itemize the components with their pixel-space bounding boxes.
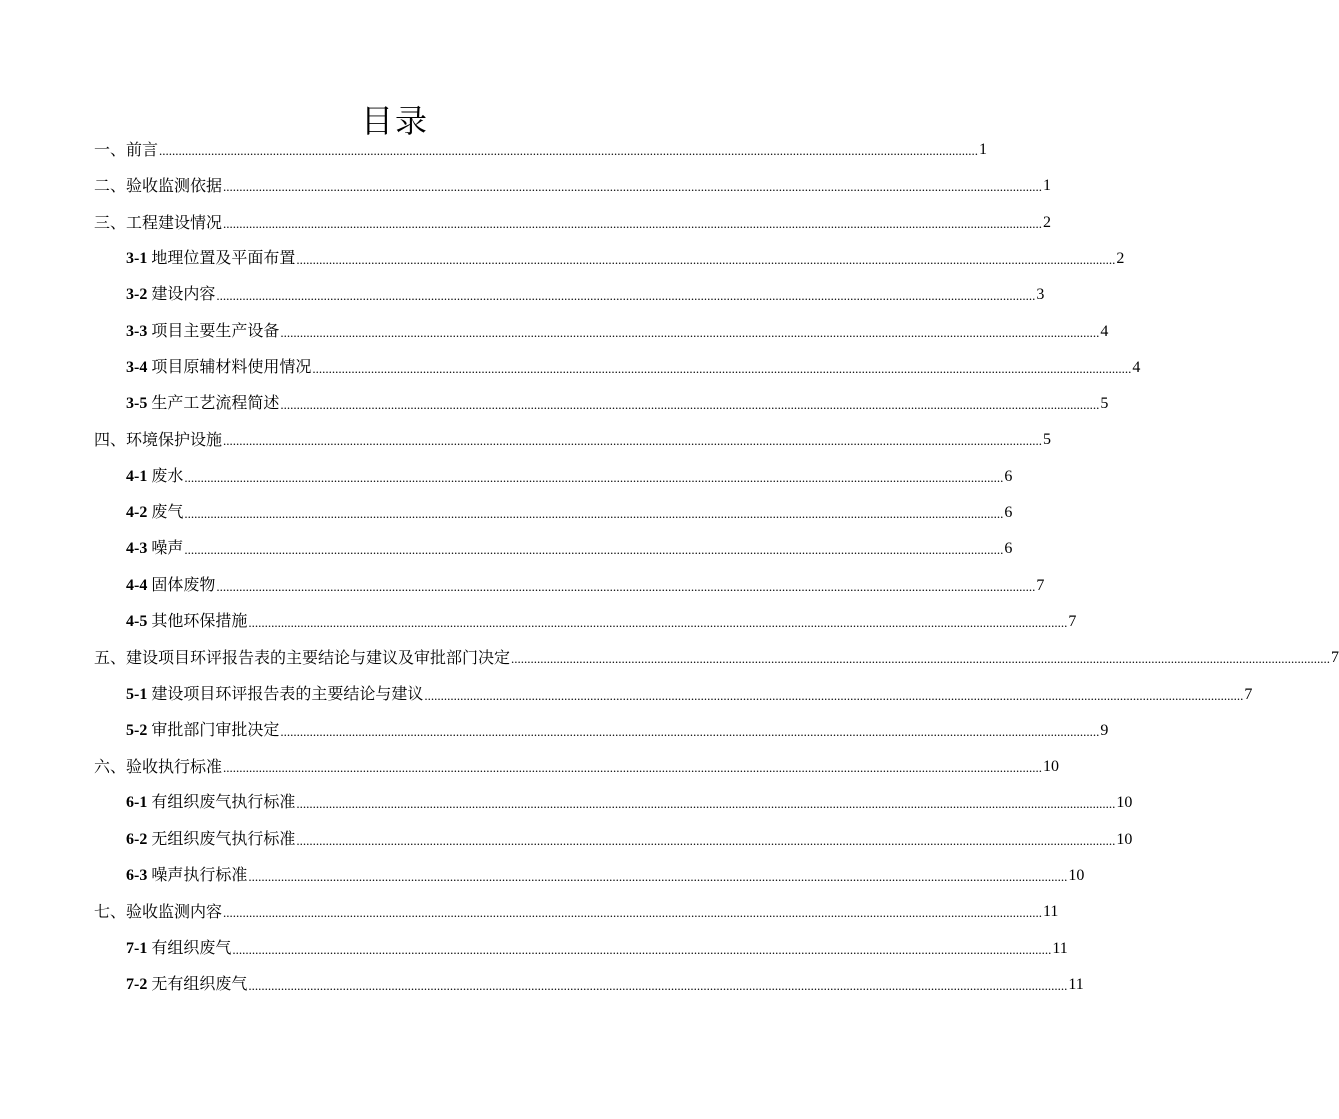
toc-page-number: 1 [979,141,988,158]
toc-entry[interactable] [94,896,1059,922]
toc-entry-label [94,648,510,668]
toc-entry[interactable] [126,243,1125,269]
toc-entry-label [126,974,247,995]
toc-leader-dots: ............................................................................................................................................................................................................................................................ [296,832,1116,848]
toc-entry-number: 4-5 [126,612,148,630]
toc-entry-text: 废水 [151,465,184,485]
toc-leader-dots: ............................................................................................................................................................................................................................................................ [216,578,1036,594]
toc-entry[interactable] [126,824,1133,850]
toc-entry[interactable] [126,388,1109,414]
toc-leader-dots: ............................................................................................................................................................................................................................................................ [280,397,1100,413]
toc-entry-label [94,213,222,233]
toc-entry-text: 五、建设项目环评报告表的主要结论与建议及审批部门决定 [94,648,511,668]
toc-page-number: 5 [1043,431,1052,449]
toc-entry-number: 3-5 [126,395,148,413]
toc-entry-label [126,538,183,559]
toc-entry[interactable] [126,352,1141,378]
toc-entry-text: 一、前言 [94,140,159,159]
toc-entry-number: 3-4 [126,358,148,376]
toc-entry-text: 无有组织废气 [151,973,248,993]
toc-page-number: 11 [1052,939,1068,957]
toc-page-number: 7 [1331,649,1339,667]
toc-entry-label [126,466,183,487]
toc-page-number: 4 [1100,322,1109,340]
toc-entry-label [126,792,295,813]
toc-entry-number: 4-4 [126,576,148,594]
toc-entry-text: 二、验收监测依据 [94,176,223,196]
toc-leader-dots: ............................................................................................................................................................................................................................................................ [184,542,1004,558]
toc-entry-label [94,430,222,450]
toc-page-number: 7 [1068,612,1077,630]
toc-entry[interactable] [126,679,1253,705]
toc-entry-text: 废气 [151,502,184,521]
toc-entry-label [126,720,279,741]
toc-entry-text: 三、工程建设情况 [94,212,223,232]
toc-page-number: 6 [1004,504,1013,521]
toc-leader-dots: ............................................................................................................................................................................................................................................................ [184,469,1004,485]
toc-entry-text: 建设项目环评报告表的主要结论与建议 [151,683,424,703]
toc-entry-label [126,865,247,886]
toc-page-number: 6 [1004,540,1013,558]
toc-leader-dots: ............................................................................................................................................................................................................................................................ [223,179,1043,195]
toc-entry[interactable] [94,751,1060,777]
toc-entry[interactable] [126,969,1084,995]
toc-entry-text: 地理位置及平面布置 [151,247,296,267]
toc-page-number: 10 [1116,794,1133,812]
toc-entry-label [126,829,295,850]
toc-entry-number: 6-1 [126,794,148,812]
toc-page-number: 10 [1068,867,1085,884]
toc-entry-label [126,684,423,705]
toc-page-number: 4 [1132,358,1141,376]
toc-leader-dots: ............................................................................................................................................................................................................................................................ [280,723,1100,739]
toc-entry-label [126,248,295,269]
toc-entry-text: 审批部门审批决定 [151,719,280,739]
toc-entry-text: 建设内容 [151,284,216,304]
toc-entry[interactable] [126,533,1013,559]
toc-entry-number: 6-3 [126,867,148,884]
toc-entry-text: 生产工艺流程简述 [151,393,280,413]
toc-entry-number: 3-1 [126,249,148,267]
toc-leader-dots: ............................................................................................................................................................................................................................................................ [296,251,1116,267]
toc-leader-dots: ............................................................................................................................................................................................................................................................ [248,614,1068,630]
toc-entry[interactable] [126,933,1068,959]
toc-leader-dots: ............................................................................................................................................................................................................................................................ [184,506,1004,521]
toc-page-number: 1 [1043,177,1052,195]
toc-leader-dots: ............................................................................................................................................................................................................................................................ [223,760,1043,776]
toc-entry[interactable] [126,606,1077,632]
toc-entry-number: 7-2 [126,975,148,993]
toc-entry-text: 其他环保措施 [151,610,248,630]
toc-leader-dots: ............................................................................................................................................................................................................................................................ [424,687,1244,703]
toc-entry-number: 7-1 [126,939,148,957]
toc-entry[interactable] [94,642,1339,668]
toc-leader-dots: ............................................................................................................................................................................................................................................................ [312,360,1132,376]
toc-leader-dots: ............................................................................................................................................................................................................................................................ [248,869,1068,884]
toc-leader-dots: ............................................................................................................................................................................................................................................................ [296,796,1116,812]
toc-entry-text: 六、验收执行标准 [94,757,223,777]
toc-page-number: 2 [1116,249,1125,267]
toc-entry-label [94,902,222,922]
toc-entry-label [126,393,279,414]
toc-entry[interactable] [126,787,1133,813]
toc-entry-label [126,938,231,959]
toc-entry-text: 噪声执行标准 [151,865,248,884]
toc-entry[interactable] [126,279,1045,305]
toc-page-number: 3 [1036,286,1045,304]
toc-entry-label [126,357,311,378]
toc-leader-dots: ............................................................................................................................................................................................................................................................ [232,941,1052,957]
toc-page-number: 10 [1116,830,1133,848]
toc-entry-label [126,284,215,305]
toc-page-number: 5 [1100,395,1109,413]
toc-entry-number: 4-1 [126,467,148,485]
toc-entry-label [126,575,215,596]
toc-entry-number: 5-1 [126,685,148,703]
toc-page-number: 10 [1043,758,1060,776]
toc-page-number: 7 [1244,685,1253,703]
toc-entry[interactable] [126,316,1109,342]
toc-entry-text: 无组织废气执行标准 [151,828,296,848]
toc-entry-label [94,140,158,160]
toc-leader-dots: ............................................................................................................................................................................................................................................................ [223,905,1043,921]
toc-entry[interactable] [126,497,1013,523]
toc-entry-label [126,502,183,523]
toc-leader-dots: ............................................................................................................................................................................................................................................................ [223,433,1043,449]
toc-entry[interactable] [126,715,1109,741]
toc-entry-label [94,757,222,777]
toc-entry-text: 噪声 [151,538,184,558]
toc-entry-text: 固体废物 [151,574,216,594]
toc-leader-dots: ............................................................................................................................................................................................................................................................ [248,977,1068,993]
toc-page-number: 7 [1036,576,1045,594]
toc-page-number: 6 [1004,467,1013,485]
toc-entry[interactable] [94,134,988,160]
toc-page-number: 9 [1100,721,1109,739]
toc-page-number: 11 [1068,975,1084,993]
toc-entry-label [126,611,247,632]
toc-title: 目录 [360,102,429,140]
toc-leader-dots: ............................................................................................................................................................................................................................................................ [159,143,979,158]
toc-entry-text: 有组织废气执行标准 [151,792,296,812]
toc-entry-text: 有组织废气 [151,937,232,957]
toc-leader-dots: ............................................................................................................................................................................................................................................................ [280,324,1100,340]
toc-page-number: 11 [1043,903,1059,921]
toc-entry-number: 3-3 [126,322,148,340]
toc-entry[interactable] [126,860,1085,886]
toc-page-number: 2 [1043,213,1052,231]
toc-entry-number: 3-2 [126,286,148,304]
toc-entry-number: 4-2 [126,504,148,521]
toc-entry-text: 四、环境保护设施 [94,430,223,450]
toc-leader-dots: ............................................................................................................................................................................................................................................................ [511,651,1331,667]
toc-entry-number: 6-2 [126,830,148,848]
toc-entry[interactable] [126,570,1045,596]
toc-entry[interactable] [94,424,1052,450]
toc-entry-number: 4-3 [126,540,148,558]
toc-entry[interactable] [126,461,1013,487]
toc-entry-text: 项目原辅材料使用情况 [151,356,312,376]
toc-entry-text: 七、验收监测内容 [94,902,223,922]
toc-entry-label [126,321,279,342]
toc-entry[interactable] [94,170,1052,196]
toc-entry-text: 项目主要生产设备 [151,320,280,340]
toc-leader-dots: ............................................................................................................................................................................................................................................................ [223,215,1043,231]
toc-entry-number: 5-2 [126,721,148,739]
toc-entry-label [94,176,222,196]
toc-leader-dots: ............................................................................................................................................................................................................................................................ [216,288,1036,304]
toc-entry[interactable] [94,207,1052,233]
